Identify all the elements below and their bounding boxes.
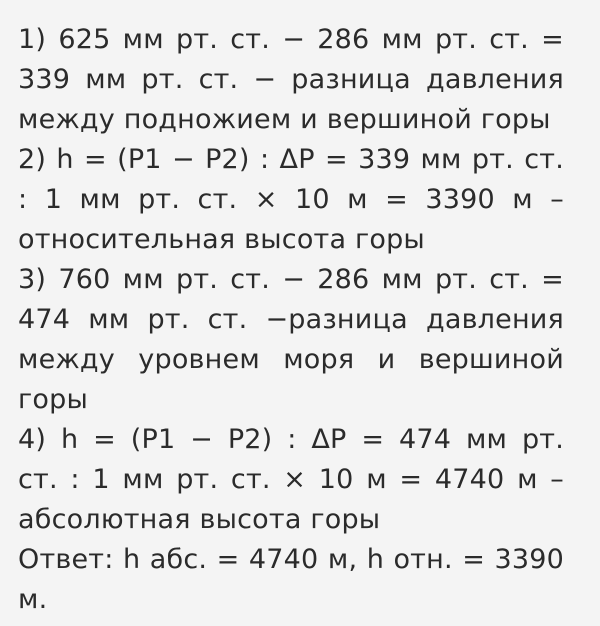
- solution-line-11: 4) h = (P1 − P2) : ΔP = 474 мм рт.: [18, 424, 564, 455]
- solution-line-6: относительная высота горы: [18, 224, 425, 255]
- answer-line-end: м.: [18, 584, 48, 615]
- solution-line-10: горы: [18, 384, 88, 415]
- solution-line-13: абсолютная высота горы: [18, 504, 381, 535]
- solution-line-1: 1) 625 мм рт. ст. − 286 мм рт. ст. =: [18, 24, 564, 55]
- solution-line-5: : 1 мм рт. ст. × 10 м = 3390 м –: [18, 184, 564, 215]
- solution-line-7: 3) 760 мм рт. ст. − 286 мм рт. ст. =: [18, 264, 564, 295]
- solution-line-9: между уровнем моря и вершиной: [18, 344, 564, 375]
- solution-line-12: ст. : 1 мм рт. ст. × 10 м = 4740 м –: [18, 464, 564, 495]
- answer-line: Ответ: h абс. = 4740 м, h отн. = 3390: [18, 544, 564, 575]
- solution-line-2: 339 мм рт. ст. − разница давления: [18, 64, 564, 95]
- solution-line-3: между подножием и вершиной горы: [18, 104, 551, 135]
- solution-line-4: 2) h = (P1 − P2) : ΔP = 339 мм рт. ст.: [18, 144, 564, 175]
- solution-line-8: 474 мм рт. ст. −разница давления: [18, 304, 564, 335]
- solution-text: [18, 20, 564, 620]
